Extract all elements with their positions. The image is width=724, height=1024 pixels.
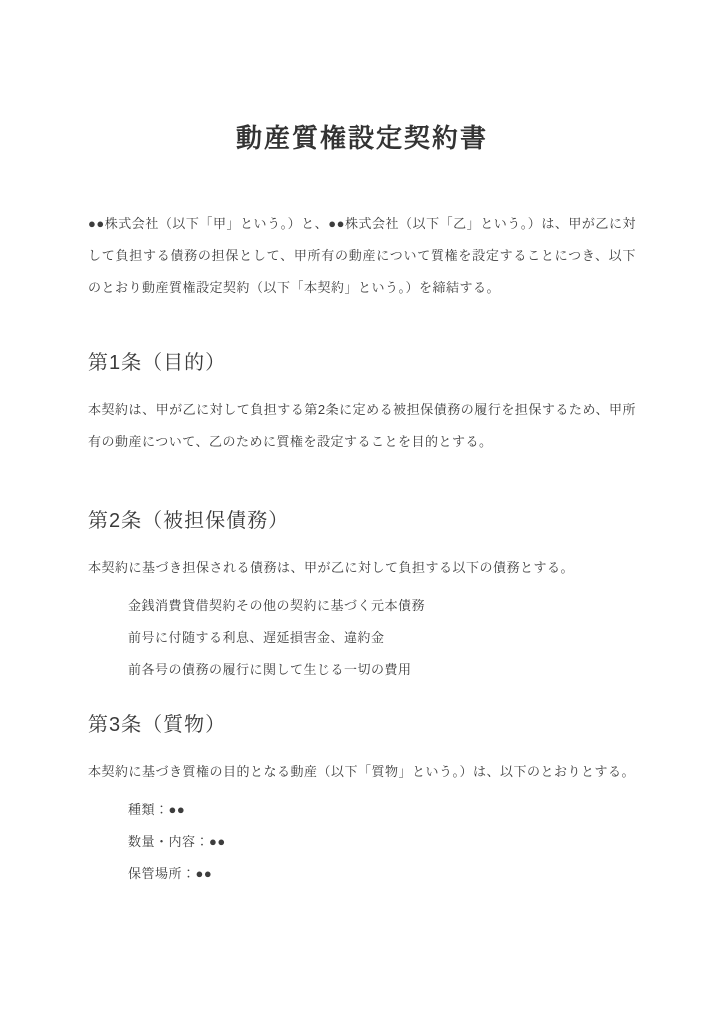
article-2-body: 本契約に基づき担保される債務は、甲が乙に対して負担する以下の債務とする。	[88, 560, 575, 575]
article-list-item: 種類：●●	[128, 802, 186, 817]
preamble-paragraph: ●●株式会社（以下「甲」という。）と、●●株式会社（以下「乙」という。）は、甲が乙に対して負担する債務の担保として、甲所有の動産について質権を設定することにつき、以下のとおり動産質権設定契約（以下「本契約」という。）を締結する。	[88, 216, 636, 295]
article-list-item: 金銭消費貸借契約その他の契約に基づく元本債務	[128, 598, 426, 613]
article-3-list	[88, 794, 636, 890]
article-section-3	[88, 710, 636, 890]
article-list-item: 前号に付随する利息、遅延損害金、違約金	[128, 630, 385, 645]
article-list-item: 保管場所：●●	[128, 866, 213, 881]
article-list-item: 数量・内容：●●	[128, 834, 226, 849]
document-title: 動産質権設定契約書	[235, 123, 488, 153]
article-section-1	[88, 348, 636, 458]
article-3-body: 本契約に基づき質権の目的となる動産（以下「質物」という。）は、以下のとおりとする。	[88, 764, 636, 779]
article-section-2	[88, 506, 636, 686]
article-2-list	[88, 590, 636, 686]
article-1-heading: 第1条（目的）	[88, 352, 227, 374]
article-1-body: 本契約は、甲が乙に対して負担する第2条に定める被担保債務の履行を担保するため、甲所有の動産について、乙のために質権を設定することを目的とする。	[88, 402, 636, 449]
article-list-item: 前各号の債務の履行に関して生じる一切の費用	[128, 662, 412, 677]
article-2-heading: 第2条（被担保債務）	[88, 510, 290, 532]
article-3-heading: 第3条（質物）	[88, 714, 227, 736]
